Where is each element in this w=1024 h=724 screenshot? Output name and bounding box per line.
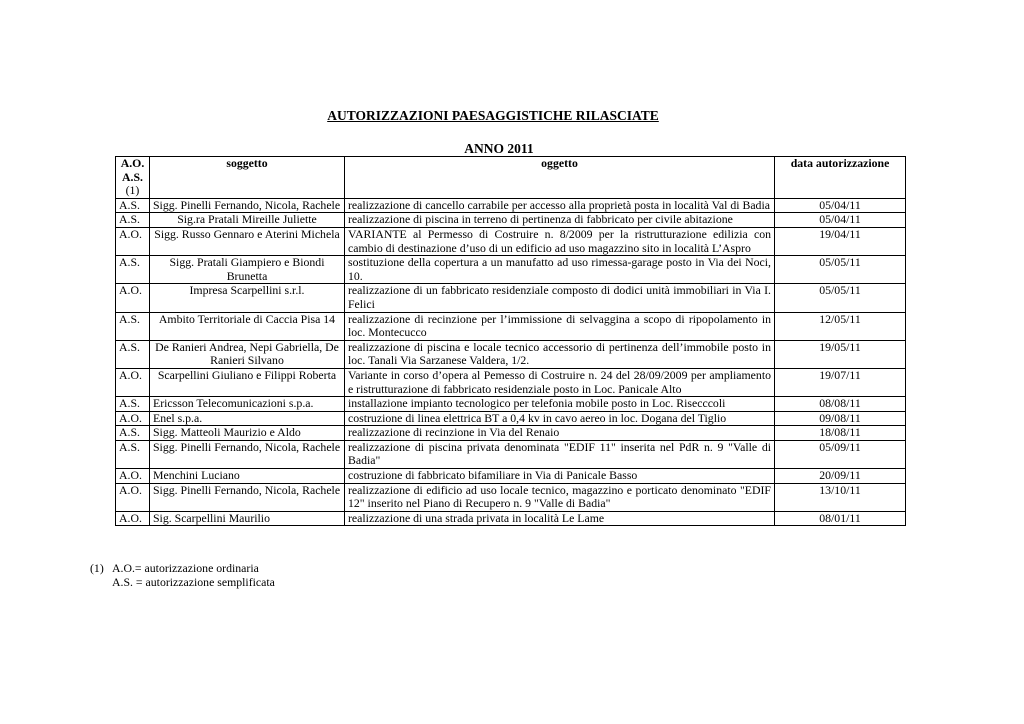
cell-subject: De Ranieri Andrea, Nepi Gabriella, De Ranieri Silvano [150,340,345,368]
cell-type: A.S. [116,426,150,441]
footnote-number: (1) [90,561,104,575]
cell-object: realizzazione di piscina privata denominata "EDIF 11" inserita nel PdR n. 9 "Valle di Badia" [345,440,775,468]
cell-subject: Ericsson Telecomunicazioni s.p.a. [150,397,345,412]
header-object: oggetto [345,157,775,199]
cell-date: 05/04/11 [775,213,906,228]
header-subject: soggetto [150,157,345,199]
cell-subject: Sig.ra Pratali Mireille Juliette [150,213,345,228]
cell-type: A.S. [116,213,150,228]
table-row [116,397,906,412]
cell-object: costruzione di linea elettrica BT a 0,4 kv in cavo aereo in loc. Dogana del Tiglio [345,411,775,426]
cell-object: Variante in corso d’opera al Pemesso di Costruire n. 24 del 28/09/2009 per ampliamento e ristrutturazione di fabbricato residenziale posto in Loc. Panicale Alto [345,368,775,396]
cell-date: 13/10/11 [775,483,906,511]
cell-object: realizzazione di cancello carrabile per accesso alla proprietà posta in località Val di Badia [345,198,775,213]
footnote-text1: A.O.= autorizzazione ordinaria [112,561,259,575]
cell-date: 09/08/11 [775,411,906,426]
cell-subject: Sig. Scarpellini Maurilio [150,511,345,526]
table-row [116,426,906,441]
header-type-line1: A.O. [120,156,145,170]
table-row [116,440,906,468]
table-row [116,284,906,312]
cell-subject: Impresa Scarpellini s.r.l. [150,284,345,312]
cell-type: A.S. [116,440,150,468]
document-year: ANNO 2011 [464,141,534,156]
cell-type: A.O. [116,284,150,312]
header-type-line3: (1) [125,183,140,198]
cell-type: A.S. [116,312,150,340]
cell-object: realizzazione di recinzione per l’immissione di selvaggina a scopo di ripopolamento in loc. Montecucco [345,312,775,340]
cell-date: 08/01/11 [775,511,906,526]
cell-subject: Sigg. Pinelli Fernando, Nicola, Rachele [150,440,345,468]
cell-date: 20/09/11 [775,469,906,484]
cell-object: sostituzione della copertura a un manufatto ad uso rimessa-garage posto in Via dei Noci, 10. [345,256,775,284]
cell-subject: Scarpellini Giuliano e Filippi Roberta [150,368,345,396]
cell-date: 18/08/11 [775,426,906,441]
cell-date: 19/04/11 [775,227,906,255]
cell-object: realizzazione di piscina e locale tecnico accessorio di pertinenza dell’immobile posto in loc. Tanali Via Sarzanese Valdera, 1/2. [345,340,775,368]
cell-subject: Sigg. Russo Gennaro e Aterini Michela [150,227,345,255]
table-body [116,198,906,526]
cell-type: A.S. [116,256,150,284]
cell-type: A.S. [116,397,150,412]
table-row [116,368,906,396]
table-row [116,511,906,526]
cell-type: A.S. [116,198,150,213]
table-row [116,213,906,228]
table-row [116,340,906,368]
cell-type: A.O. [116,368,150,396]
cell-date: 05/04/11 [775,198,906,213]
cell-subject: Sigg. Pinelli Fernando, Nicola, Rachele [150,483,345,511]
cell-type: A.O. [116,411,150,426]
cell-type: A.O. [116,227,150,255]
cell-object: realizzazione di una strada privata in località Le Lame [345,511,775,526]
cell-date: 05/09/11 [775,440,906,468]
cell-subject: Sigg. Pinelli Fernando, Nicola, Rachele [150,198,345,213]
cell-object: realizzazione di edificio ad uso locale tecnico, magazzino e porticato denominato "EDIF 12" inserito nel Piano di Recupero n. 9 "Valle di Badia" [345,483,775,511]
table-row [116,469,906,484]
authorizations-table [115,156,906,526]
cell-object: VARIANTE al Permesso di Costruire n. 8/2009 per la ristrutturazione edilizia con cambio di destinazione d’uso di un edificio ad uso magazzino sito in località L’Aspro [345,227,775,255]
cell-object: installazione impianto tecnologico per telefonia mobile posto in Loc. Risecccoli [345,397,775,412]
cell-subject: Sigg. Matteoli Maurizio e Aldo [150,426,345,441]
footnote [90,562,275,589]
cell-object: realizzazione di recinzione in Via del Renaio [345,426,775,441]
table-row [116,227,906,255]
table-row [116,198,906,213]
cell-subject: Menchini Luciano [150,469,345,484]
cell-type: A.O. [116,483,150,511]
table-row [116,256,906,284]
cell-object: realizzazione di un fabbricato residenziale composto di dodici unità immobiliari in Via I. Felici [345,284,775,312]
cell-date: 08/08/11 [775,397,906,412]
cell-date: 05/05/11 [775,256,906,284]
cell-type: A.O. [116,511,150,526]
header-type-line2: A.S. [122,169,143,184]
table-header-row [116,157,906,199]
cell-subject: Enel s.p.a. [150,411,345,426]
header-date: data autorizzazione [775,157,906,199]
footnote-line1 [90,562,275,576]
cell-object: costruzione di fabbricato bifamiliare in Via di Panicale Basso [345,469,775,484]
header-type [116,157,150,199]
cell-date: 05/05/11 [775,284,906,312]
table-row [116,483,906,511]
cell-subject: Sigg. Pratali Giampiero e Biondi Brunetta [150,256,345,284]
table-row [116,312,906,340]
cell-subject: Ambito Territoriale di Caccia Pisa 14 [150,312,345,340]
cell-date: 12/05/11 [775,312,906,340]
table-row [116,411,906,426]
footnote-line2: A.S. = autorizzazione semplificata [112,574,275,589]
cell-type: A.O. [116,469,150,484]
cell-date: 19/05/11 [775,340,906,368]
cell-date: 19/07/11 [775,368,906,396]
cell-object: realizzazione di piscina in terreno di pertinenza di fabbricato per civile abitazione [345,213,775,228]
cell-type: A.S. [116,340,150,368]
document-title: AUTORIZZAZIONI PAESAGGISTICHE RILASCIATE [327,108,659,123]
